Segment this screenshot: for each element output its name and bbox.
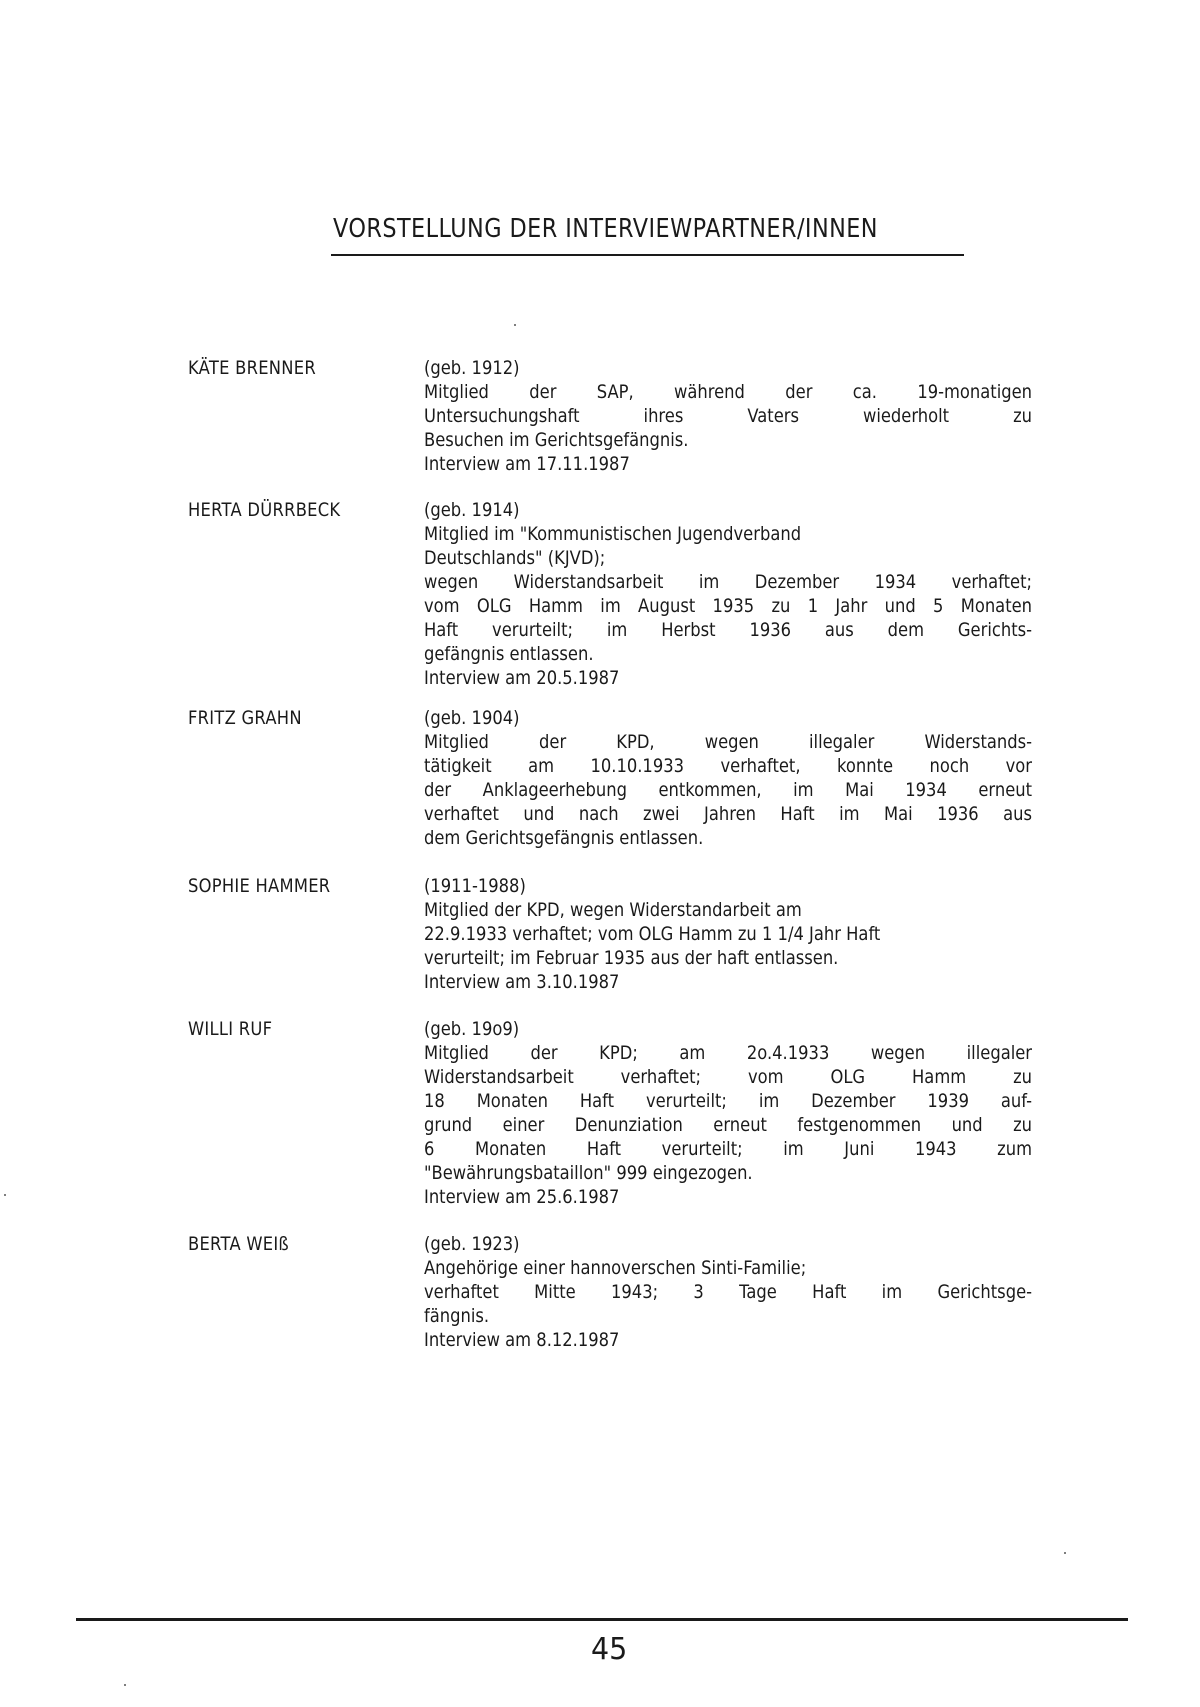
description-line: 18 Monaten Haft verurteilt; im Dezember 1939 auf- [424,1090,1033,1112]
title-underline [331,254,964,256]
description-line: vom OLG Hamm im August 1935 zu 1 Jahr und 5 Monaten [424,595,1033,617]
description-line: Interview am 8.12.1987 [424,1329,620,1351]
description-line: Interview am 25.6.1987 [424,1186,620,1208]
scan-speck [514,324,516,326]
description-line: wegen Widerstandsarbeit im Dezember 1934 verhaftet; [424,571,1033,593]
page-number: 45 [590,1632,628,1667]
description-line: Mitglied im "Kommunistischen Jugendverband [424,523,802,545]
interviewee-name: BERTA WEIß [188,1233,289,1255]
description-line: Interview am 3.10.1987 [424,971,620,993]
interviewee-description [424,706,1032,850]
description-line: Interview am 17.11.1987 [424,453,630,475]
scan-speck [124,1684,126,1686]
description-line: gefängnis entlassen. [424,643,594,665]
description-line: Mitglied der KPD; am 2o.4.1933 wegen illegaler [424,1042,1033,1064]
description-line: der Anklageerhebung entkommen, im Mai 1934 erneut [424,779,1033,801]
footer-rule [76,1618,1128,1621]
description-line: fängnis. [424,1305,490,1327]
description-line: (1911-1988) [424,875,526,897]
interviewee-description [424,356,1032,476]
description-line: Haft verurteilt; im Herbst 1936 aus dem Gerichts- [424,619,1033,641]
interviewee-description [424,498,1032,690]
description-line: dem Gerichtsgefängnis entlassen. [424,827,704,849]
interviewee-name: KÄTE BRENNER [188,357,316,379]
description-line: Widerstandsarbeit verhaftet; vom OLG Hamm zu [424,1066,1033,1088]
interviewee-name: FRITZ GRAHN [188,707,302,729]
description-line: verhaftet und nach zwei Jahren Haft im Mai 1936 aus [424,803,1033,825]
description-line: 6 Monaten Haft verurteilt; im Juni 1943 zum [424,1138,1033,1160]
description-line: tätigkeit am 10.10.1933 verhaftet, konnte noch vor [424,755,1033,777]
description-line: grund einer Denunziation erneut festgenommen und zu [424,1114,1033,1136]
description-line: Untersuchungshaft ihres Vaters wiederholt zu [424,405,1033,427]
description-line: Besuchen im Gerichtsgefängnis. [424,429,689,451]
description-line: Interview am 20.5.1987 [424,667,620,689]
description-line: (geb. 19o9) [424,1018,520,1040]
description-line: (geb. 1904) [424,707,520,729]
page-title: VORSTELLUNG DER INTERVIEWPARTNER/INNEN [333,214,878,244]
scan-speck [1064,1552,1066,1554]
description-line: Angehörige einer hannoverschen Sinti-Familie; [424,1257,807,1279]
description-line: Mitglied der SAP, während der ca. 19-monatigen [424,381,1033,403]
description-line: 22.9.1933 verhaftet; vom OLG Hamm zu 1 1/4 Jahr Haft [424,923,881,945]
interviewee-description [424,1232,1032,1352]
interviewee-name: WILLI RUF [188,1018,273,1040]
interviewee-description [424,874,1032,994]
scan-speck [4,1194,6,1196]
description-line: Mitglied der KPD, wegen Widerstandarbeit am [424,899,802,921]
description-line: verurteilt; im Februar 1935 aus der haft entlassen. [424,947,839,969]
interviewee-description [424,1017,1032,1209]
description-line: Mitglied der KPD, wegen illegaler Widerstands- [424,731,1033,753]
interviewee-name: HERTA DÜRRBECK [188,499,341,521]
description-line: (geb. 1912) [424,357,520,379]
description-line: (geb. 1914) [424,499,520,521]
interviewee-name: SOPHIE HAMMER [188,875,331,897]
description-line: verhaftet Mitte 1943; 3 Tage Haft im Gerichtsge- [424,1281,1033,1303]
description-line: (geb. 1923) [424,1233,520,1255]
description-line: "Bewährungsbataillon" 999 eingezogen. [424,1162,753,1184]
description-line: Deutschlands" (KJVD); [424,547,606,569]
